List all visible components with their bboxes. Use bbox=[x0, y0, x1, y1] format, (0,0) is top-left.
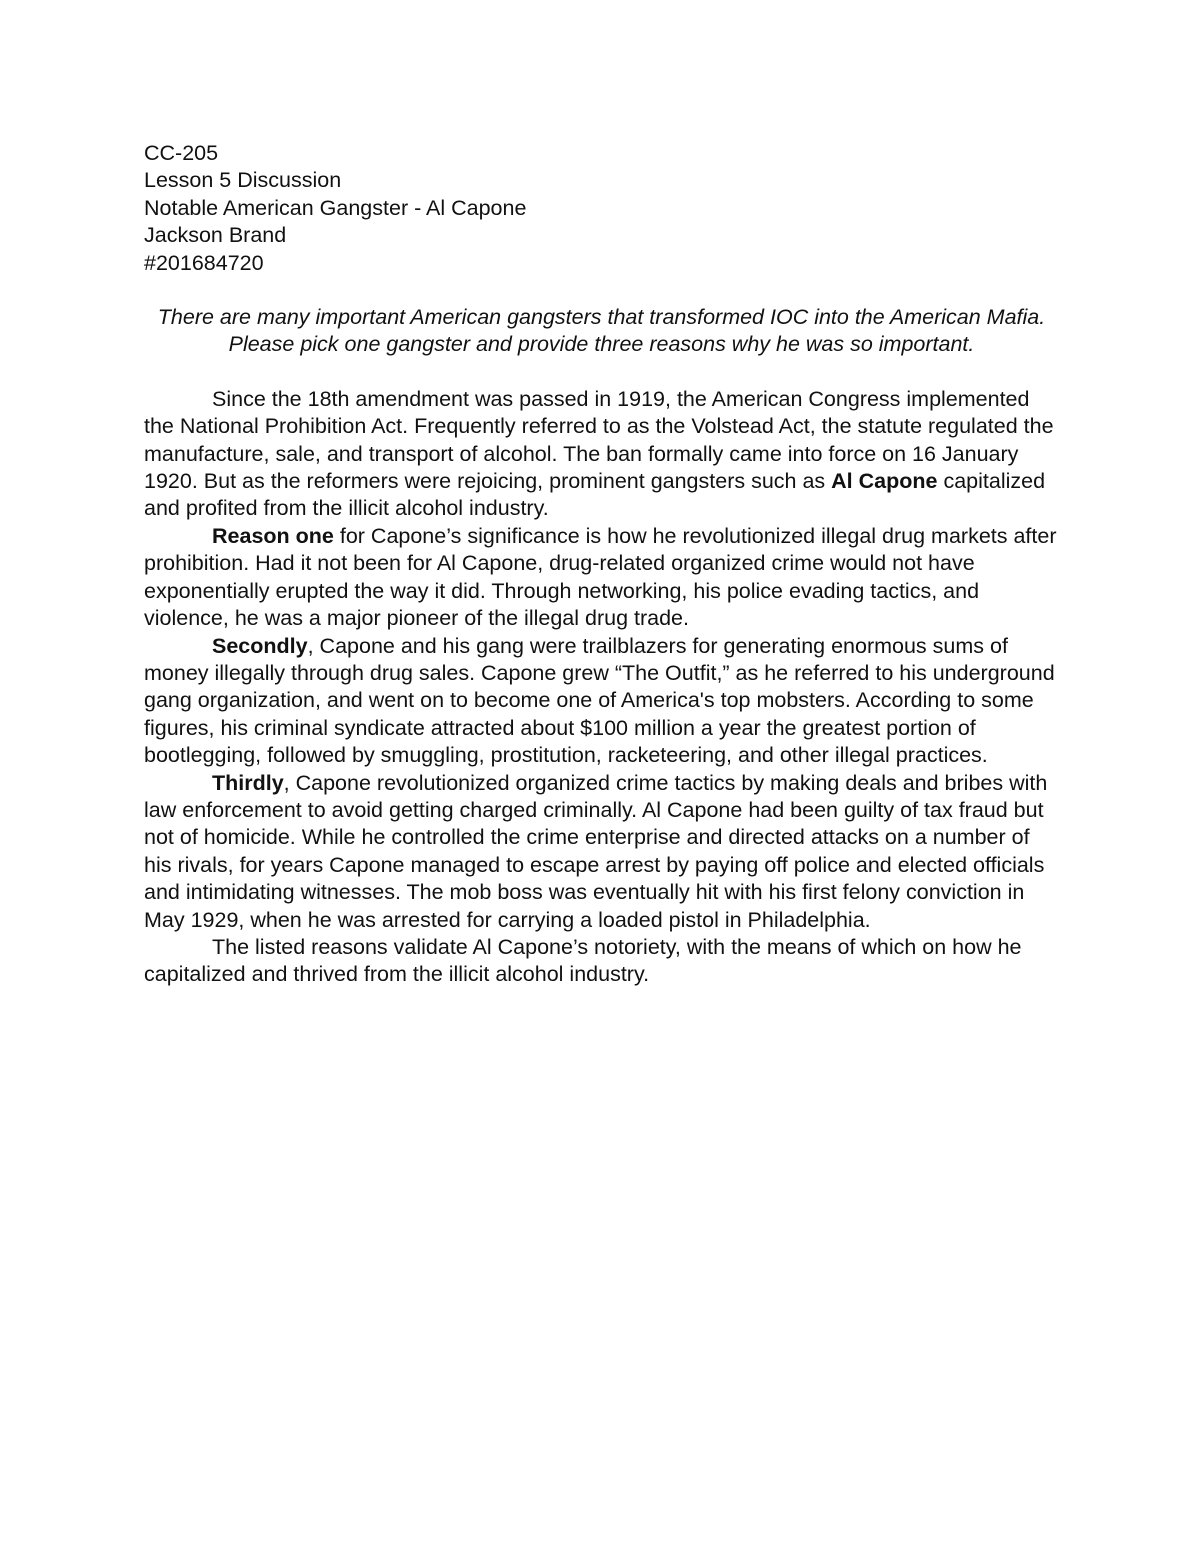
course-code: CC-205 bbox=[144, 141, 219, 165]
document-header bbox=[144, 140, 1059, 277]
paragraph-text: , Capone and his gang were trailblazers for generating enormous sums of money illegally through drug sales. Capone grew “The Outfit,” as he referred to his underground gang organization, and went on to become one of America's top mobsters. According to some figures, his criminal syndicate attracted about $100 million a year the greatest portion of bootlegging, followed by smuggling, prostitution, racketeering, and other illegal practices. bbox=[144, 633, 1055, 768]
paragraph-bold-text: Thirdly bbox=[212, 770, 284, 795]
paragraph-reason-two bbox=[144, 633, 1059, 770]
paragraph-text: Since the 18th amendment was passed in 1919, the American Congress implemented the National Prohibition Act. Frequently referred to as the Volstead Act, the statute regulated the manufacture, sale, and transport of alcohol. The ban formally came into force on 16 January 1920. But as the reformers were rejoicing, prominent gangsters such as bbox=[144, 386, 1054, 494]
discussion-prompt: There are many important American gangsters that transformed IOC into the American Mafia. Please pick one gangster and provide three reasons why he was so important. bbox=[157, 305, 1046, 357]
author-name: Jackson Brand bbox=[144, 223, 287, 248]
lesson-title: Lesson 5 Discussion bbox=[144, 168, 342, 193]
paragraph-intro bbox=[144, 386, 1059, 523]
paragraph-text: capitalized and profited from the illicit alcohol industry. bbox=[144, 469, 1046, 521]
paragraph-text: , Capone revolutionized organized crime tactics by making deals and bribes with law enforcement to avoid getting charged criminally. Al Capone had been guilty of tax fraud but not of homicide. While he controlled the crime enterprise and directed attacks on a number of his rivals, for years Capone managed to escape arrest by paying off police and elected officials and intimidating witnesses. The mob boss was eventually hit with his first felony conviction in May 1929, when he was arrested for carrying a loaded pistol in Philadelphia. bbox=[144, 770, 1048, 932]
paragraph-bold-text: Secondly bbox=[212, 633, 308, 658]
student-id: #201684720 bbox=[144, 250, 264, 275]
paragraph-bold-text: Reason one bbox=[212, 523, 334, 548]
paragraph-text: for Capone’s significance is how he revolutionized illegal drug markets after prohibition. Had it not been for Al Capone, drug-related organized crime would not have exponentially erupted the way it did. Through networking, his police evading tactics, and violence, he was a major pioneer of the illegal drug trade. bbox=[144, 523, 1057, 631]
paragraph-text: The listed reasons validate Al Capone’s notoriety, with the means of which on how he capitalized and thrived from the illicit alcohol industry. bbox=[144, 934, 1022, 987]
paragraph-conclusion bbox=[144, 934, 1059, 989]
paragraph-reason-one bbox=[144, 523, 1059, 633]
document-body bbox=[144, 140, 1059, 989]
topic-title: Notable American Gangster - Al Capone bbox=[144, 195, 527, 220]
paragraph-bold-text: Al Capone bbox=[831, 469, 938, 494]
paragraph-reason-three bbox=[144, 770, 1059, 934]
